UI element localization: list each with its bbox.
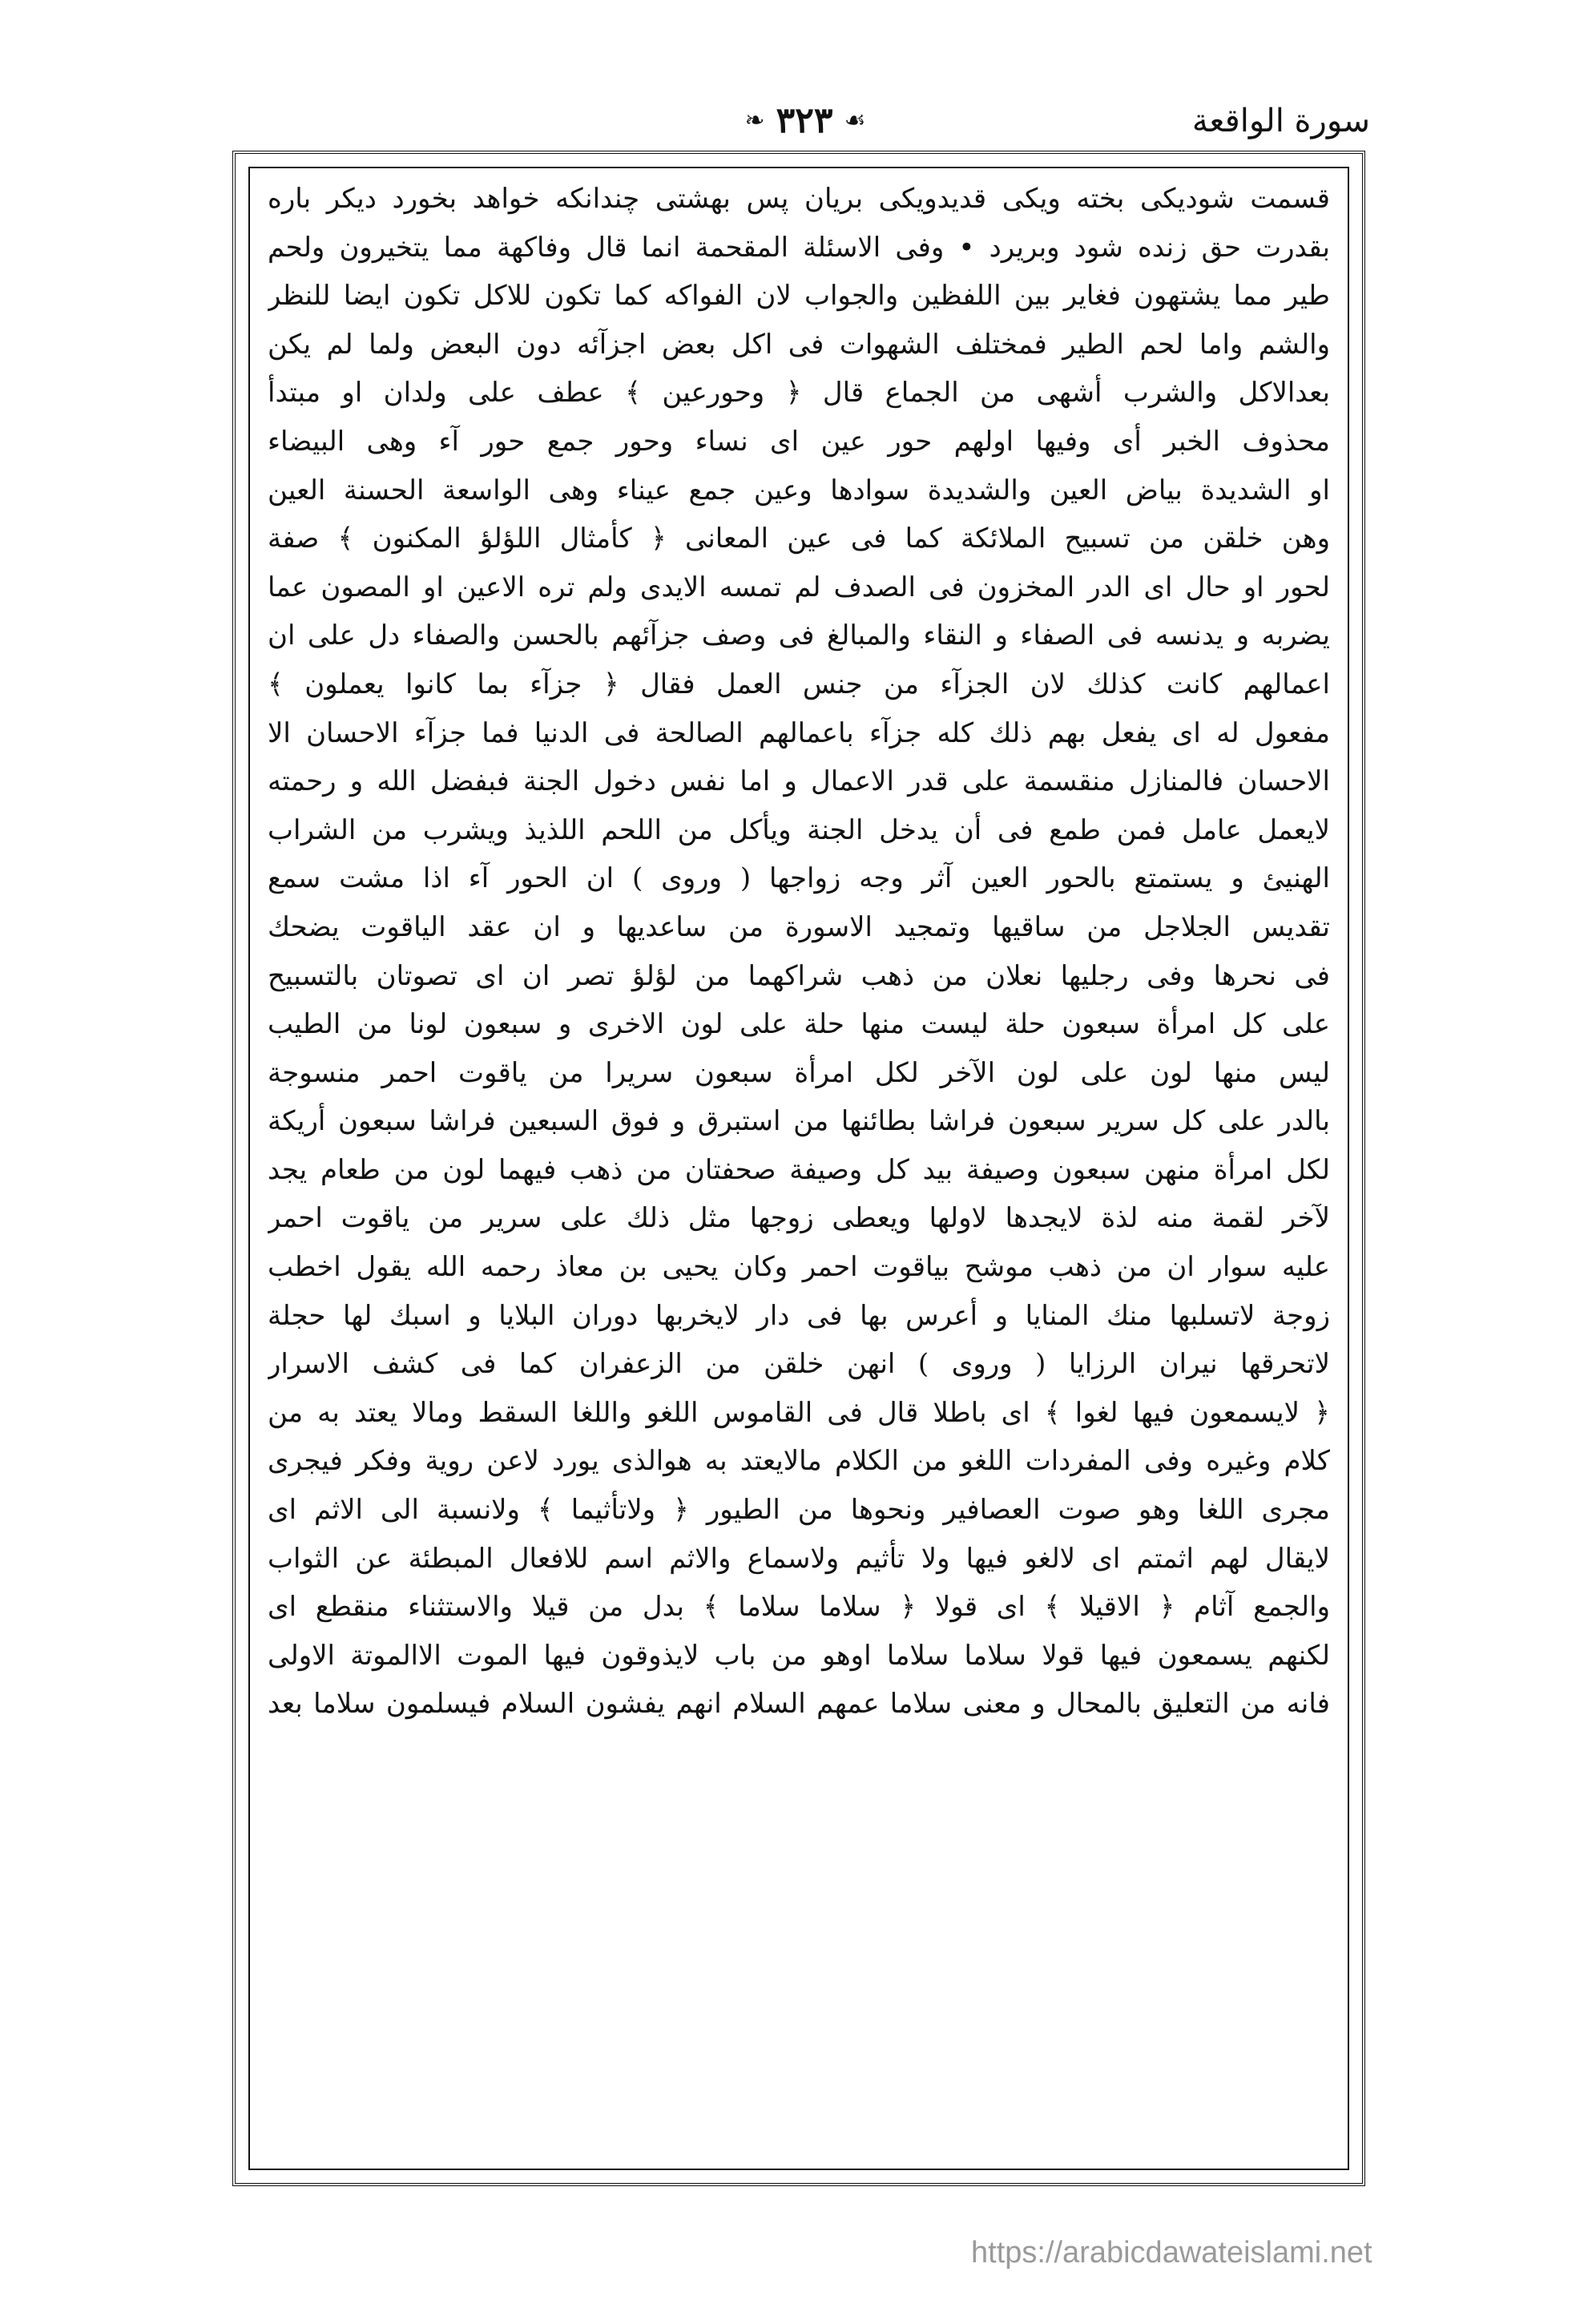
- text-line-20: بالدر على كل سرير سبعون فراشا بطائنها من استبرق و فوق السبعين فراشا سبعون أريكة: [268, 1105, 1330, 1138]
- text-line-4: والشم واما لحم الطير فمختلف الشهوات فى اكل بعض اجزآئه دون البعض ولما لم يكن: [268, 328, 1330, 361]
- text-line-7: او الشديدة بياض العين والشديدة سوادها وعين جمع عيناء وهى الواسعة الحسنة العين: [268, 474, 1330, 506]
- text-line-9: لحور او حال اى الدر المخزون فى الصدف لم تمسه الايدى ولم تره الاعين او المصون عما: [268, 571, 1330, 603]
- text-line-8: وهن خلقن من تسبيح الملائكة كما فى عين المعانى ﴿ كأمثال اللؤلؤ المكنون ﴾ صفة: [268, 523, 1330, 555]
- text-line-3: طير مما يشتهون فغاير بين اللفظين والجواب لان الفواكه كما تكون للاكل تكون ايضا للنظر: [268, 280, 1330, 313]
- text-line-23: عليه سوار ان من ذهب موشح بياقوت احمر وكان يحيى بن معاذ رحمه الله يقول اخطب: [268, 1251, 1330, 1284]
- text-line-1: قسمت شوديكى بخته ويكى قديدويكى بريان پس بهشتى چندانكه خواهد بخورد ديكر باره: [268, 183, 1330, 215]
- page-number-box: [713, 96, 897, 144]
- text-line-5: بعدالاكل والشرب أشهى من الجماع قال ﴿ وحورعين ﴾ عطف على ولدان او مبتدأ: [268, 377, 1330, 410]
- surah-title: سورة الواقعة: [1191, 103, 1370, 139]
- text-line-25: لاتحرقها نيران الرزايا ( وروى ) انهن خلقن من الزعفران كما فى كشف الاسرار: [268, 1348, 1330, 1381]
- ornament-right-icon: ☙: [844, 106, 866, 135]
- text-line-24: زوجة لاتسلبها منك المنايا و أعرس بها فى دار لايخربها دوران البلايا و اسبك لها حجلة: [268, 1299, 1330, 1332]
- ornament-left-icon: ❧: [744, 106, 765, 135]
- text-line-19: ليس منها لون على لون الآخر لكل امرأة سبعون سريرا من ياقوت احمر منسوجة: [268, 1056, 1330, 1089]
- text-line-15: الهنيئ و يستمتع بالحور العين آثر وجه زواجها ( وروى ) ان الحور آء اذا مشت سمع: [268, 862, 1330, 895]
- text-line-13: الاحسان فالمنازل منقسمة على قدر الاعمال و اما نفس دخول الجنة فبفضل الله و رحمته: [268, 765, 1330, 798]
- text-line-2: بقدرت حق زنده شود وبريرد • وفى الاسئلة المقحمة انما قال وفاكهة مما يتخيرون ولحم: [268, 231, 1330, 264]
- text-line-28: مجرى اللغا وهو صوت العصافير ونحوها من الطيور ﴿ ولاتأثيما ﴾ ولانسبة الى الاثم اى: [268, 1494, 1330, 1527]
- text-line-11: اعمالهم كانت كذلك لان الجزآء من جنس العمل فقال ﴿ جزآء بما كانوا يعملون ﴾: [268, 668, 1330, 700]
- text-line-29: لايقال لهم اثمتم اى لالغو فيها ولا تأثيم ولاسماع والاثم اسم للافعال المبطئة عن الثواب: [268, 1542, 1330, 1575]
- text-line-17: فى نحرها وفى رجليها نعلان من ذهب شراكهما من لؤلؤ تصر ان اى تصوتان بالتسبيح: [268, 959, 1330, 992]
- text-line-12: مفعول له اى يفعل بهم ذلك كله جزآء باعمالهم الصالحة فى الدنيا فما جزآء الاحسان الا: [268, 716, 1330, 749]
- text-line-21: لكل امرأة منهن سبعون وصيفة بيد كل وصيفة صحفتان من ذهب فيهما لون من طعام يجد: [268, 1153, 1330, 1186]
- text-line-16: تقديس الجلاجل من ساقيها وتمجيد الاسورة من ساعديها و ان عقد الياقوت يضحك: [268, 910, 1330, 943]
- text-line-32: فانه من التعليق بالمحال و معنى سلاما عمهم السلام انهم يفشون السلام فيسلمون سلاما بعد: [268, 1688, 1330, 1721]
- text-line-6: محذوف الخبر أى وفيها اولهم حور عين اى نساء وحور جمع حور آء وهى البيضاء: [268, 425, 1330, 458]
- text-line-26: ﴿ لايسمعون فيها لغوا ﴾ اى باطلا قال فى القاموس اللغو واللغا السقط ومالا يعتد به من: [268, 1396, 1330, 1429]
- page-header: [232, 96, 1370, 144]
- text-line-30: والجمع آثام ﴿ الاقيلا ﴾ اى قولا ﴿ سلاما سلاما ﴾ بدل من قيلا والاستثناء منقطع اى: [268, 1591, 1330, 1624]
- text-line-18: على كل امرأة سبعون حلة ليست منها حلة على لون الاخرى و سبعون لونا من الطيب: [268, 1008, 1330, 1041]
- text-line-31: لكنهم يسمعون فيها قولا سلاما سلاما اوهو من باب لايذوقون فيها الموت الاالموتة الاولى: [268, 1639, 1330, 1672]
- text-line-10: يضربه و يدنسه فى الصفاء و النقاء والمبالغ فى وصف جزآئهم بالحسن والصفاء دل على ان: [268, 619, 1330, 652]
- text-line-22: لآخر لقمة منه لذة لايجدها لاولها ويعطى زوجها مثل ذلك على سرير من ياقوت احمر: [268, 1202, 1330, 1235]
- page-number: ٣٢٣: [776, 99, 833, 141]
- text-body: [268, 175, 1330, 1729]
- text-line-27: كلام وغيره وفى المفردات اللغو من الكلام مالايعتد به هوالذى يورد لاعن روية وفكر فيجرى: [268, 1445, 1330, 1478]
- text-line-14: لايعمل عامل فمن طمع فى أن يدخل الجنة ويأكل من اللحم اللذيذ ويشرب من الشراب: [268, 813, 1330, 846]
- text-frame: [232, 151, 1365, 2186]
- watermark-url: https://arabicdawateislami.net: [971, 2236, 1372, 2270]
